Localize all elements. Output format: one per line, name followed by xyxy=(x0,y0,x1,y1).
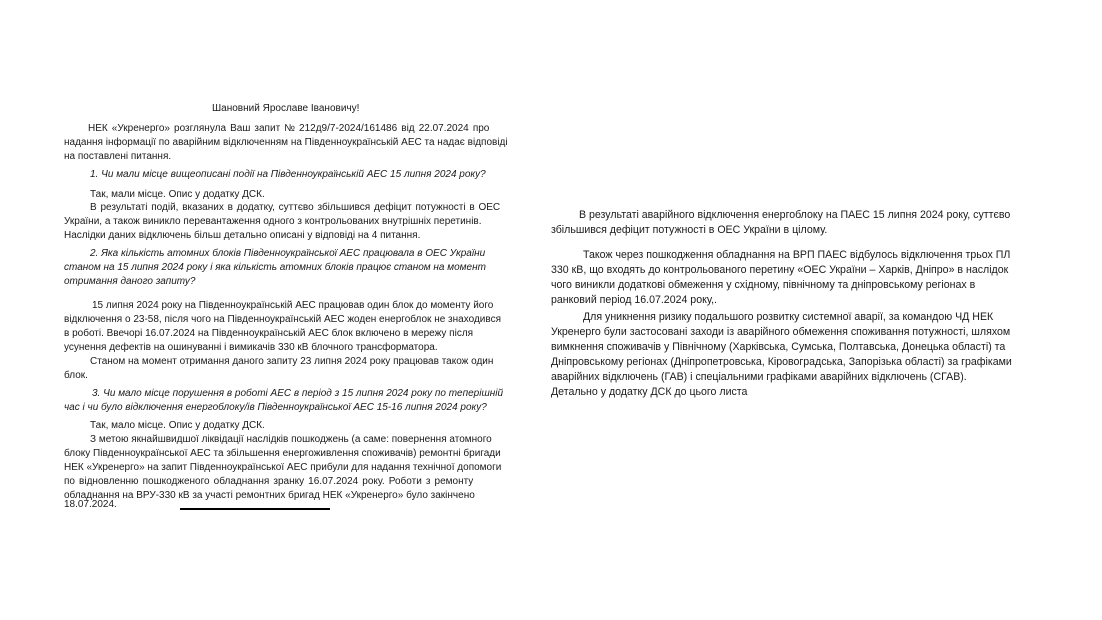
letter-line: вимкнення споживачів у Північному (Харківська, Сумська, Полтавська, Донецька області) та xyxy=(551,341,1006,353)
letter-line: Так, мало місце. Опис у додатку ДСК. xyxy=(90,420,265,431)
divider-line xyxy=(180,508,330,510)
letter-line: обладнання на ВРУ-330 кВ за участі ремонтних бригад НЕК «Укренерго» було закінчено xyxy=(64,490,475,501)
letter-line: Станом на момент отримання даного запиту 23 липня 2024 року працював також один xyxy=(90,356,494,367)
question-1: 1. Чи мали місце вищеописані події на Південноукраїнській АЕС 15 липня 2024 року? xyxy=(90,169,486,180)
question-2-line: станом на 15 липня 2024 року і яка кількість атомних блоків працює станом на момент xyxy=(64,262,486,273)
letter-line: ранковий період 16.07.2024 року,. xyxy=(551,294,717,306)
question-3: 3. Чи мало місце порушення в роботі АЕС в період з 15 липня 2024 року по теперішній xyxy=(92,388,504,399)
letter-line: З метою якнайшвидшої ліквідації наслідків пошкоджень (а саме: повернення атомного xyxy=(90,434,492,445)
letter-line: НЕК «Укренерго» розглянула Ваш запит № 212д9/7-2024/161486 від 22.07.2024 про xyxy=(88,123,490,134)
letter-line: в роботі. Ввечорі 16.07.2024 на Південноукраїнській АЕС блок включено в мережу після xyxy=(64,328,474,339)
letter-line: по відновленню пошкодженого обладнання зранку 16.07.2024 року. Роботи з ремонту xyxy=(64,476,474,487)
letter-line: Для уникнення ризику подальшого розвитку системної аварії, за командою ЧД НЕК xyxy=(583,311,994,323)
letter-line: Укренерго були застосовані заходи із аварійного обмеження споживання потужності, шляхом xyxy=(551,326,1011,338)
letter-line: усунення дефектів на ошинуванні і вимикачів 330 кВ блочного трансформатора. xyxy=(64,342,438,353)
letter-line: блок. xyxy=(64,370,88,381)
letter-line: Дніпровському регіонах (Дніпропетровська, Кіровоградська, Запорізька області) за графіками xyxy=(551,356,1012,368)
letter-line: Так, мали місце. Опис у додатку ДСК. xyxy=(90,189,265,200)
letter-line: відключення о 23-58, після чого на Південноукраїнській АЕС жоден енергоблок не знаходився xyxy=(64,314,501,325)
letter-line: Також через пошкодження обладнання на ВРП ПАЕС відбулось відключення трьох ПЛ xyxy=(583,249,1011,261)
greeting: Шановний Ярославе Івановичу! xyxy=(212,103,360,114)
question-3-line: час і чи було відключення енергоблоку/ів Південноукраїнської АЕС 15-16 липня 2024 року? xyxy=(64,402,487,413)
letter-line: В результаті подій, вказаних в додатку, суттєво збільшився дефіцит потужності в ОЕС xyxy=(90,202,501,213)
letter-line: Детально у додатку ДСК до цього листа xyxy=(551,386,748,398)
letter-line: аварійних відключень (ГАВ) і спеціальними графіками аварійних відключень (СГАВ). xyxy=(551,371,967,383)
right-letter-page xyxy=(541,200,1047,400)
question-2: 2. Яка кількість атомних блоків Південноукраїнської АЕС працювала в ОЕС України xyxy=(90,248,486,259)
letter-line: НЕК «Укренерго» на запит Південноукраїнської АЕС прибули для надання технічної допомоги xyxy=(64,462,502,473)
letter-line: чого виникли додаткові обмеження у східному, північному та дніпровському регіонах в xyxy=(551,279,976,291)
letter-line: В результаті аварійного відключення енергоблоку на ПАЕС 15 липня 2024 року, суттєво xyxy=(579,209,1011,221)
letter-line: 330 кВ, що входять до контрольованого перетину «ОЕС України – Харків, Дніпро» в наслідок xyxy=(551,264,1009,276)
letter-line: 18.07.2024. xyxy=(64,499,117,510)
letter-line: України, а також виникло перевантаження одного з контрольованих внутрішніх перетинів. xyxy=(64,216,482,227)
question-2-line: отримання даного запиту? xyxy=(64,276,196,287)
letter-line: збільшився дефіцит потужності в ОЕС України в цілому. xyxy=(551,224,828,236)
letter-line: надання інформації по аварійним відключенням на Південноукраїнській АЕС та надає відповіді xyxy=(64,137,508,148)
left-letter-page xyxy=(58,100,532,520)
letter-line: на поставлені питання. xyxy=(64,151,172,162)
letter-line: Наслідки даних відключень більш детально описані у відповіді на 4 питання. xyxy=(64,230,421,241)
letter-line: 15 липня 2024 року на Південноукраїнській АЕС працював один блок до моменту його xyxy=(92,300,494,311)
letter-line: блоку Південноукраїнської АЕС та збільшення енергоживлення споживачів) ремонтні бригади xyxy=(64,448,501,459)
